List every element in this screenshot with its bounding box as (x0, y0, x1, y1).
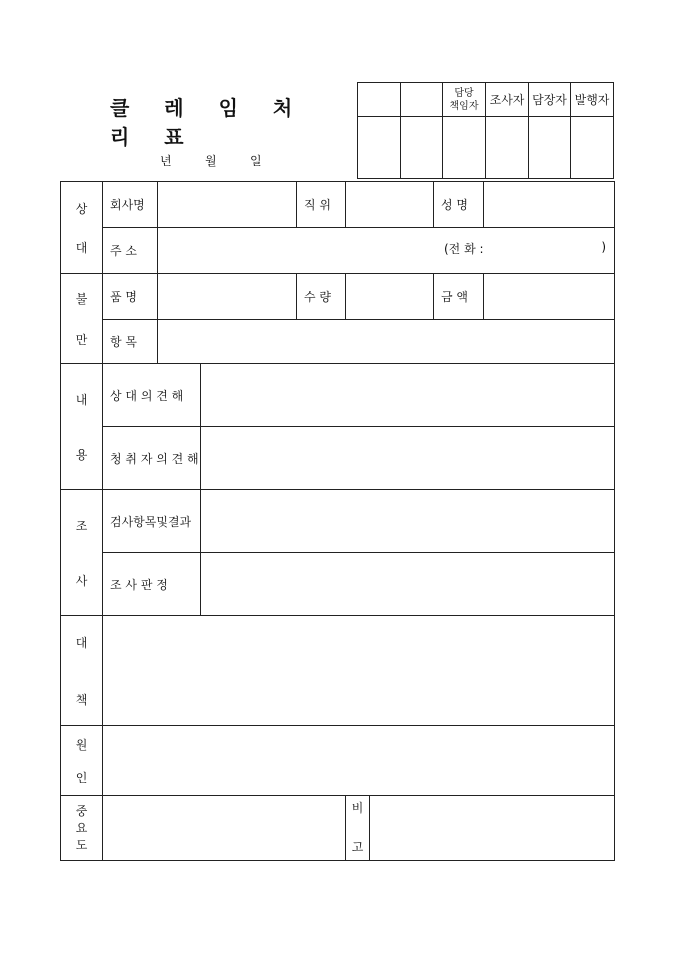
approval-header-responsible: 담당 책임자 (443, 83, 486, 117)
item-name-field[interactable] (158, 274, 297, 320)
approval-header-manager: 담장자 (529, 83, 571, 117)
claim-form-table (60, 181, 615, 861)
company-name-field[interactable] (158, 182, 297, 228)
counterpart-opinion-label: 상 대 의 견 해 (103, 364, 201, 427)
signature-cell-2[interactable] (401, 117, 443, 179)
address-label: 주 소 (103, 228, 158, 274)
judgement-field[interactable] (201, 553, 615, 616)
section-importance: 중 요 도 (61, 796, 103, 861)
amount-label: 금 액 (434, 274, 484, 320)
signature-cell-manager[interactable] (529, 117, 571, 179)
section-cause: 원 인 (61, 726, 103, 796)
items-label: 항 목 (103, 320, 158, 364)
company-name-label: 회사명 (103, 182, 158, 228)
approval-header-investigator: 조사자 (486, 83, 529, 117)
importance-field[interactable] (103, 796, 346, 861)
section-complaint: 불 만 (61, 274, 103, 364)
signature-cell-1[interactable] (358, 117, 401, 179)
remarks-field[interactable] (370, 796, 615, 861)
month-label: 월 (205, 154, 217, 168)
amount-field[interactable] (484, 274, 615, 320)
section-investigation: 조 사 (61, 490, 103, 616)
approval-table (357, 82, 614, 179)
quantity-label: 수 량 (297, 274, 346, 320)
position-label: 직 위 (297, 182, 346, 228)
measures-field[interactable] (103, 616, 615, 726)
signature-cell-responsible[interactable] (443, 117, 486, 179)
section-measures: 대 책 (61, 616, 103, 726)
signature-cell-investigator[interactable] (486, 117, 529, 179)
claimant-opinion-label: 청 취 자 의 견 해 (103, 427, 201, 490)
inspection-result-label: 검사항목및결과 (103, 490, 201, 553)
remarks-label: 비 고 (346, 796, 370, 861)
person-name-label: 성 명 (434, 182, 484, 228)
day-label: 일 (250, 154, 262, 168)
items-field[interactable] (158, 320, 615, 364)
page-title: 클 레 임 처 리 표 (110, 96, 307, 149)
approval-header-blank-1 (358, 83, 401, 117)
claimant-opinion-field[interactable] (201, 427, 615, 490)
position-field[interactable] (346, 182, 434, 228)
quantity-field[interactable] (346, 274, 434, 320)
address-field[interactable] (158, 228, 615, 274)
phone-label: (전 화 : (444, 242, 484, 256)
year-label: 년 (160, 154, 172, 168)
cause-field[interactable] (103, 726, 615, 796)
signature-cell-issuer[interactable] (571, 117, 614, 179)
approval-header-blank-2 (401, 83, 443, 117)
section-party: 상 대 (61, 182, 103, 274)
section-content: 내 용 (61, 364, 103, 490)
inspection-result-field[interactable] (201, 490, 615, 553)
phone-close: ) (601, 240, 606, 254)
person-name-field[interactable] (484, 182, 615, 228)
judgement-label: 조 사 판 정 (103, 553, 201, 616)
counterpart-opinion-field[interactable] (201, 364, 615, 427)
approval-header-issuer: 발행자 (571, 83, 614, 117)
item-name-label: 품 명 (103, 274, 158, 320)
